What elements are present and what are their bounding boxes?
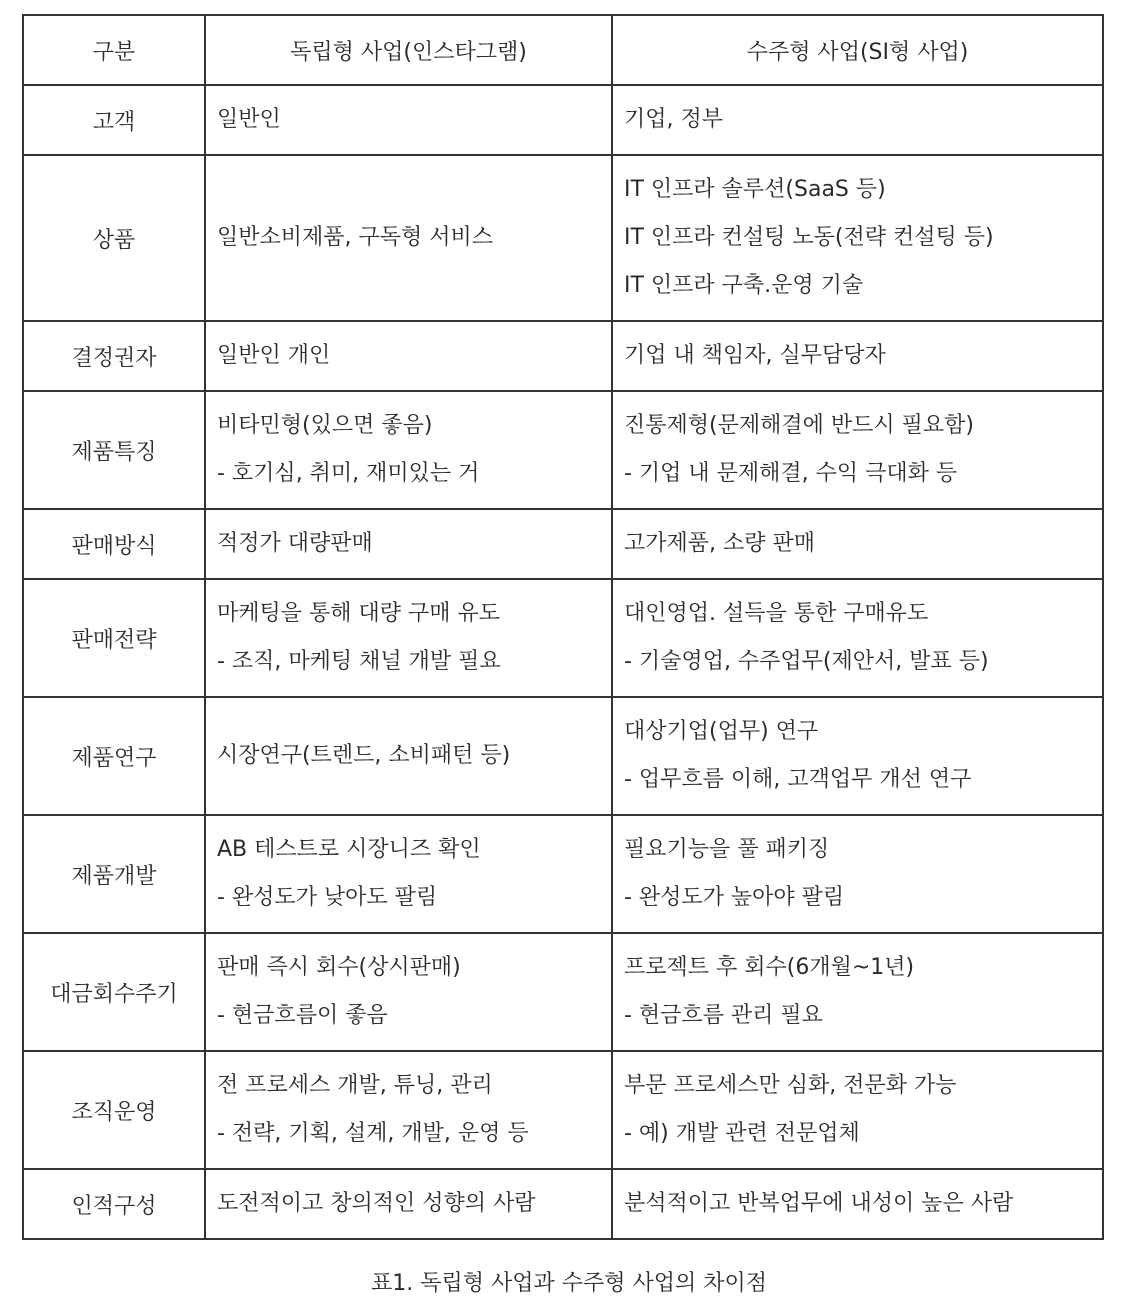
independent-cell [205, 85, 612, 155]
contract-cell-line: 부문 프로세스만 심화, 전문화 가능 [624, 1073, 957, 1098]
independent-cell-line: AB 테스트로 시장니즈 확인 [217, 837, 481, 862]
independent-cell [205, 509, 612, 579]
independent-cell-line: 일반인 개인 [217, 343, 331, 368]
row-label: 고객 [23, 85, 205, 155]
contract-cell [612, 933, 1103, 1051]
independent-cell-line: - 호기심, 취미, 재미있는 거 [217, 461, 480, 486]
contract-cell [612, 391, 1103, 509]
table-row [23, 579, 1103, 697]
contract-cell-line: - 기업 내 문제해결, 수익 극대화 등 [624, 461, 958, 486]
contract-cell-line: 대인영업. 설득을 통한 구매유도 [624, 601, 929, 626]
contract-cell [612, 155, 1103, 321]
independent-cell-line: 일반인 [217, 107, 281, 132]
contract-cell-line: 필요기능을 풀 패키징 [624, 837, 830, 862]
table-row [23, 155, 1103, 321]
table-caption: 표1. 독립형 사업과 수주형 사업의 차이점 [371, 1271, 767, 1296]
independent-cell-line: 판매 즉시 회수(상시판매) [217, 955, 461, 980]
contract-cell-line: - 현금흐름 관리 필요 [624, 1003, 823, 1028]
row-label: 판매방식 [23, 509, 205, 579]
independent-cell [205, 1169, 612, 1239]
contract-cell-line: - 기술영업, 수주업무(제안서, 발표 등) [624, 649, 989, 674]
contract-cell [612, 1051, 1103, 1169]
table-row [23, 933, 1103, 1051]
contract-cell-line: IT 인프라 컨설팅 노동(전략 컨설팅 등) [624, 225, 994, 250]
contract-cell [612, 509, 1103, 579]
row-label: 대금회수주기 [23, 933, 205, 1051]
independent-cell [205, 815, 612, 933]
independent-cell [205, 321, 612, 391]
contract-cell-line: IT 인프라 솔루션(SaaS 등) [624, 177, 886, 202]
independent-cell-line: 적정가 대량판매 [217, 531, 373, 556]
independent-cell-line: - 완성도가 낮아도 팔림 [217, 885, 438, 910]
independent-cell-line: 전 프로세스 개발, 튜닝, 관리 [217, 1073, 493, 1098]
comparison-table [22, 14, 1104, 1240]
contract-cell-line: 기업, 정부 [624, 107, 723, 132]
independent-cell-line: - 현금흐름이 좋음 [217, 1003, 388, 1028]
contract-cell-line: - 완성도가 높아야 팔림 [624, 885, 845, 910]
contract-cell-line: 대상기업(업무) 연구 [624, 719, 819, 744]
contract-cell [612, 1169, 1103, 1239]
row-label: 제품개발 [23, 815, 205, 933]
row-label: 판매전략 [23, 579, 205, 697]
independent-cell-line: - 조직, 마케팅 채널 개발 필요 [217, 649, 501, 674]
row-label: 제품특징 [23, 391, 205, 509]
independent-cell [205, 579, 612, 697]
contract-cell-line: 분석적이고 반복업무에 내성이 높은 사람 [624, 1191, 1014, 1216]
independent-cell-line: 시장연구(트렌드, 소비패턴 등) [217, 743, 511, 768]
table-row [23, 85, 1103, 155]
independent-cell [205, 391, 612, 509]
row-label: 상품 [23, 155, 205, 321]
row-label: 결정권자 [23, 321, 205, 391]
contract-cell-line: 프로젝트 후 회수(6개월~1년) [624, 955, 915, 980]
header-contract: 수주형 사업(SI형 사업) [612, 15, 1103, 85]
independent-cell [205, 933, 612, 1051]
independent-cell [205, 155, 612, 321]
header-independent: 독립형 사업(인스타그램) [205, 15, 612, 85]
contract-cell-line: - 업무흐름 이해, 고객업무 개선 연구 [624, 767, 972, 792]
independent-cell-line: 도전적이고 창의적인 성향의 사람 [217, 1191, 536, 1216]
header-row [23, 15, 1103, 85]
independent-cell [205, 1051, 612, 1169]
contract-cell [612, 579, 1103, 697]
table-row [23, 697, 1103, 815]
contract-cell [612, 85, 1103, 155]
contract-cell [612, 321, 1103, 391]
independent-cell-line: - 전략, 기획, 설계, 개발, 운영 등 [217, 1121, 529, 1146]
contract-cell-line: 기업 내 책임자, 실무담당자 [624, 343, 886, 368]
row-label: 제품연구 [23, 697, 205, 815]
contract-cell-line: - 예) 개발 관련 전문업체 [624, 1121, 860, 1146]
contract-cell [612, 815, 1103, 933]
contract-cell-line: 고가제품, 소량 판매 [624, 531, 815, 556]
table-row [23, 815, 1103, 933]
table-body [23, 85, 1103, 1239]
table-row [23, 391, 1103, 509]
contract-cell-line: 진통제형(문제해결에 반드시 필요함) [624, 413, 974, 438]
independent-cell-line: 일반소비제품, 구독형 서비스 [217, 225, 494, 250]
header-category: 구분 [23, 15, 205, 85]
independent-cell [205, 697, 612, 815]
independent-cell-line: 비타민형(있으면 좋음) [217, 413, 433, 438]
table-row [23, 1051, 1103, 1169]
contract-cell-line: IT 인프라 구축.운영 기술 [624, 273, 864, 298]
independent-cell-line: 마케팅을 통해 대량 구매 유도 [217, 601, 500, 626]
table-row [23, 321, 1103, 391]
row-label: 조직운영 [23, 1051, 205, 1169]
row-label: 인적구성 [23, 1169, 205, 1239]
table-row [23, 509, 1103, 579]
contract-cell [612, 697, 1103, 815]
table-row [23, 1169, 1103, 1239]
